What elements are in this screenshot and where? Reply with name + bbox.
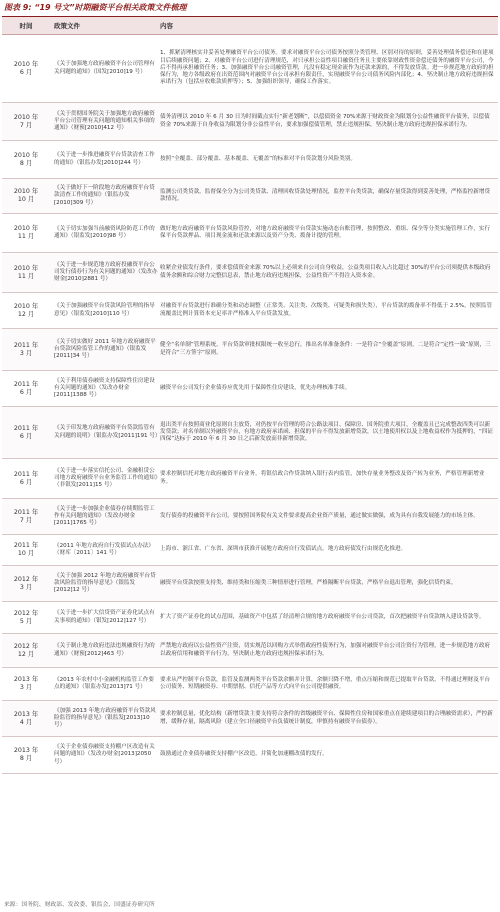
cell-policy-document: 《关于进一步扩大信贷资产证券化试点有关事项的通知》（银发[2012]127 号） <box>54 610 155 624</box>
cell-policy-document: 《2011 年地方政府自行发债试点办法》（财库〔2011〕141 号） <box>54 542 154 556</box>
source-note: 来源：国务院、财政部、发改委、银监会、国盛证券研究所 <box>4 902 155 908</box>
cell-content: 鼓励通过企业债券融资支持棚户区改造，并简化加速棚改债的发行。 <box>160 751 328 758</box>
cell-content: 要求控制信托对地方政府融资平台业务，将银信政合作贷款纳入银行表内监管，加快存量业务整改及资产转为业务，严格管理新增业务。 <box>160 471 485 485</box>
table-row <box>2 701 498 737</box>
cell-content: 严禁地方政府以公益性资产注资，切实规范以回购方式举借政府性债务行为，加强对融资平台公司注资行为管理，进一步规范地方政府以政府信用和融资平台行为，坚决制止地方政府违规担保承诺行为。 <box>160 643 491 657</box>
table-row <box>2 329 498 371</box>
cell-time: 2011 年 3 月 <box>13 341 39 357</box>
cell-content: 1、抓紧清理核实并妥善处理融资平台公司债务。要求对融资平台公司债务按照分类管理、区别对待的原则，妥善处理债务偿还和在建项目后续融资问题；2、对融资平台公司进行清理规范，对只承担公益性项目融资任务且主要依靠财政性资金偿还债务的融资平台公司，今后不得再承担融资任务；3、加强融资平台公司融资管理，凡没有稳定现金流作为还款来源的，不得发放贷款。进一步规范地方政府的担保行为，地方各级政府在出资范围内对融资平台公司承担有限责任，实现融资平台公司债务风险内部化；4、坚决制止地方政府违规担保承诺行为（包括应收账款质押等）；5、加强组织领导，确保工作落实。 <box>160 50 494 86</box>
cell-time: 2010 年 6 月 <box>13 60 39 76</box>
cell-time: 2012 年 12 月 <box>13 642 39 658</box>
cell-time: 2010 年 11 月 <box>13 225 39 240</box>
header-content: 内容 <box>160 22 173 30</box>
cell-content: 健全“名单制”管理系统，平台贷款审批权限统一收至总行，推出名单准备条件：一是符合“全覆盖”原则，二是符合“定性一致”原则，三是符合“三方签字”原则。 <box>160 342 491 356</box>
cell-content: 要求从严控制平台贷款，监管及监测两类平台贷款余额并计算，余额只降不增，重点压缩和规范已提取平台贷款，不得通过理财及平台公司债务、短期融资券、中期票据、信托产品等方式向平台公司提供融资。 <box>160 676 491 690</box>
table-row <box>2 253 498 293</box>
header-doc: 政策文件 <box>54 22 80 30</box>
table-row <box>2 535 498 566</box>
table-header <box>2 17 498 35</box>
cell-time: 2010 年 7 月 <box>13 113 39 129</box>
cell-policy-document: 《关于制止地方政府违法违规融资行为的通知》（财预[2012]463 号） <box>54 643 155 657</box>
cell-policy-document: 《关于进一步落实信托公司、金融租赁公司地方政府融资平台业务监管工作的通知》（非银发[2011]15 号） <box>54 467 158 489</box>
cell-time: 2013 年 8 月 <box>13 747 39 762</box>
cell-time: 2011 年 10 月 <box>13 542 39 557</box>
cell-content: 融资平台贷款按照支持类、维持类和压缩类三种情形进行管理，严格隔断平台贷款，严格平台退出管理，强化信贷约束。 <box>160 579 457 586</box>
header-time: 时间 <box>19 22 33 30</box>
cell-time: 2013 年 4 月 <box>13 710 39 726</box>
cell-policy-document: 《关于加强地方政府融资平台公司管理有关问题的通知》（国发[2010]19 号） <box>54 61 155 75</box>
cell-policy-document: 《关于进一步加强企业债券存续期监管工作有关问题的通知》（发改办财金[2011]1765 号） <box>54 505 155 527</box>
table-row <box>2 668 498 701</box>
cell-content: 监测公司类贷款，监督保全分为公司类贷款、清理回收贷款处理情况，监控平台类贷款，确保存量贷款得到妥善处理，严格监控新增贷款情况。 <box>160 188 491 202</box>
table-row <box>2 179 498 214</box>
cell-content: 做好地方政府融资平台贷款风险管控，对地方政府融资平台贷款实施动态台账管理，按照整改、重组、保全等分类实施管理工作，实行保平台贷款押品、项目现金流和还款来源以及资产分类、拨备计提的管理。 <box>160 225 491 239</box>
table-row <box>2 499 498 535</box>
table-row <box>2 566 498 602</box>
table-row <box>2 602 498 634</box>
cell-policy-document: 《关于加强融资平台贷款风险管理的指导意见》（银监发[2010]110 号） <box>54 303 155 317</box>
cell-content: 融资平台公司发行企业债券应优先用于保障性住房建设，优先办理核准手续。 <box>160 384 351 391</box>
cell-time: 2012 年 5 月 <box>13 609 39 625</box>
table-row <box>2 103 498 141</box>
cell-policy-document: 《加强 2013 年地方政府融资平台贷款风险监管的指导意见》（银监发[2013]10 号） <box>54 707 156 729</box>
cell-time: 2011 年 6 月 <box>13 380 39 396</box>
cell-policy-document: 《关于企业债券融资支持棚户区改造有关问题的通知》（发改办财金[2013]2050 号） <box>54 744 155 765</box>
table-row <box>2 371 498 407</box>
cell-time: 2010 年 11 月 <box>13 264 39 280</box>
cell-content: 发行债券的投融资平台公司，要按照国务院有关文件要求提高企业资产质量，通过做实做强，成为具有自我发展能力的市场主体。 <box>160 512 479 519</box>
cell-policy-document: 《关于加强 2012 年地方政府融资平台贷款风险监管的指导意见》（银监发[2012]12 号） <box>54 572 156 594</box>
cell-time: 2010 年 10 月 <box>13 188 39 203</box>
cell-policy-document: 《关于进一步规范地方政府投融资平台公司发行债券行为有关问题的通知》（发改办财金[2010]2881 号） <box>54 261 158 283</box>
policy-table <box>2 16 498 774</box>
table-title: 图表 9: “19 号文”时期融资平台相关政策文件梳理 <box>4 3 187 12</box>
cell-policy-document: 《关于利用债券融资支持保障性住房建设有关问题的通知》（发改办财金[2011]1388 号） <box>54 377 155 399</box>
cell-policy-document: 《关于切实加强当前融资风险防范工作的通知》（银监发[2010]98 号） <box>54 225 155 239</box>
cell-content: 收紧企业债发行条件，要求偿债资金来源 70%以上必须来自公司自身收益，公益类项目收入占比超过 30%的平台公司须提供本级政府债务余额和综合财力完整信息表，禁止地方政府违规担保，公益性资产不得注入资本金。 <box>160 265 491 279</box>
cell-policy-document: 《关于贯彻国务院关于加强地方政府融资平台公司管理有关问题的通知相关事项的通知》（财预[2010]412 号） <box>54 110 155 132</box>
cell-policy-document: 《关于做好下一阶段地方政府融资平台贷款清查工作的通知》（银监办发[2010]309 号） <box>54 185 155 206</box>
cell-time: 2010 年 12 月 <box>13 302 39 318</box>
cell-content: 扩大了资产证券化的试点范围，基础资产中包括了经清理合规的地方政府融资平台公司贷款，首次把融资平台贷款纳入建设贷款等。 <box>160 613 485 620</box>
table-row <box>2 737 498 774</box>
table-body <box>2 35 498 774</box>
cell-content: 要求控制总量，优化结构（新增贷款主要支持符合条件的省级融资平台、保障性住房和国家重点在建续建项目的合理融资需求），严控新增，缓释存量，隔离风险（建立全口径融资平台负债统计制度，审慎持有融资平台债券）。 <box>160 711 493 725</box>
cell-content: 对融资平台贷款进行准确分类和动态调整（正常类、关注类、次级类、可疑类和损失类），平台贷款的拨备率不得低于 2.5%，按照监管流覆盖比例计算资本充足率并严格准入平台贷款发放。 <box>160 303 493 317</box>
table-row <box>2 459 498 499</box>
table-row <box>2 35 498 103</box>
table-row <box>2 141 498 179</box>
cell-policy-document: 《关于切实做好 2011 年地方政府融资平台贷款风险监管工作的通知》（银监发[2011]34 号） <box>54 338 156 360</box>
cell-time: 2011 年 6 月 <box>13 424 39 440</box>
cell-time: 2013 年 3 月 <box>13 676 39 691</box>
cell-policy-document: 《关于印发地方政府融资平台贷款监管有关问题的说明》（银监办发[2011]191 号） <box>54 425 161 439</box>
cell-time: 2012 年 3 月 <box>13 575 39 591</box>
table-row <box>2 407 498 459</box>
table-row <box>2 293 498 329</box>
cell-time: 2011 年 7 月 <box>13 508 39 524</box>
cell-policy-document: 《关于进一步推进融资平台贷款清查工作的通知》（银监办发[2010]244 号） <box>54 152 155 166</box>
table-row <box>2 634 498 668</box>
cell-content: 按照“全覆盖、部分覆盖、基本覆盖、无覆盖”的标准对平台贷款划分风险类别。 <box>160 155 356 162</box>
cell-content: 上海市、浙江省、广东省、深圳市获准开展地方政府自行发债试点。地方政府债发行由规范化推进。 <box>160 546 407 553</box>
cell-time: 2011 年 6 月 <box>13 470 39 486</box>
cell-content: 债务清理以 2010 年 6 月 30 日为时间截点实行“新老划断”，以偿债资金 70%来源于财政资金为限划分公益性融资平台债务，以偿债资金 70%来源于自身收益为限划分非公益性平台，要求加强偿债管理，禁止违规担保，坚决制止地方政府违规担保承诺行为。 <box>160 114 490 128</box>
cell-time: 2010 年 8 月 <box>13 151 39 167</box>
cell-policy-document: 《2013 年农村中小金融机构监管工作要点的通知》（银监办发[2013]71 号） <box>54 676 154 690</box>
table-row <box>2 214 498 253</box>
cell-content: 退出类平台按照商业化原则自主放贷，对仍按平台管理的符合公路法项目、保障房、国务院重大项目，全覆盖且已完成整改四类可以新发贷款；对名单制以外融资平台，有地方政府承诺函、担保的平台不得发放新增贷款，以土地使用权以及上地收益权作为抵押的，“四证四保”达标于 2010 年 6 月 30 日之后新发放而非新增贷款。 <box>160 421 493 443</box>
